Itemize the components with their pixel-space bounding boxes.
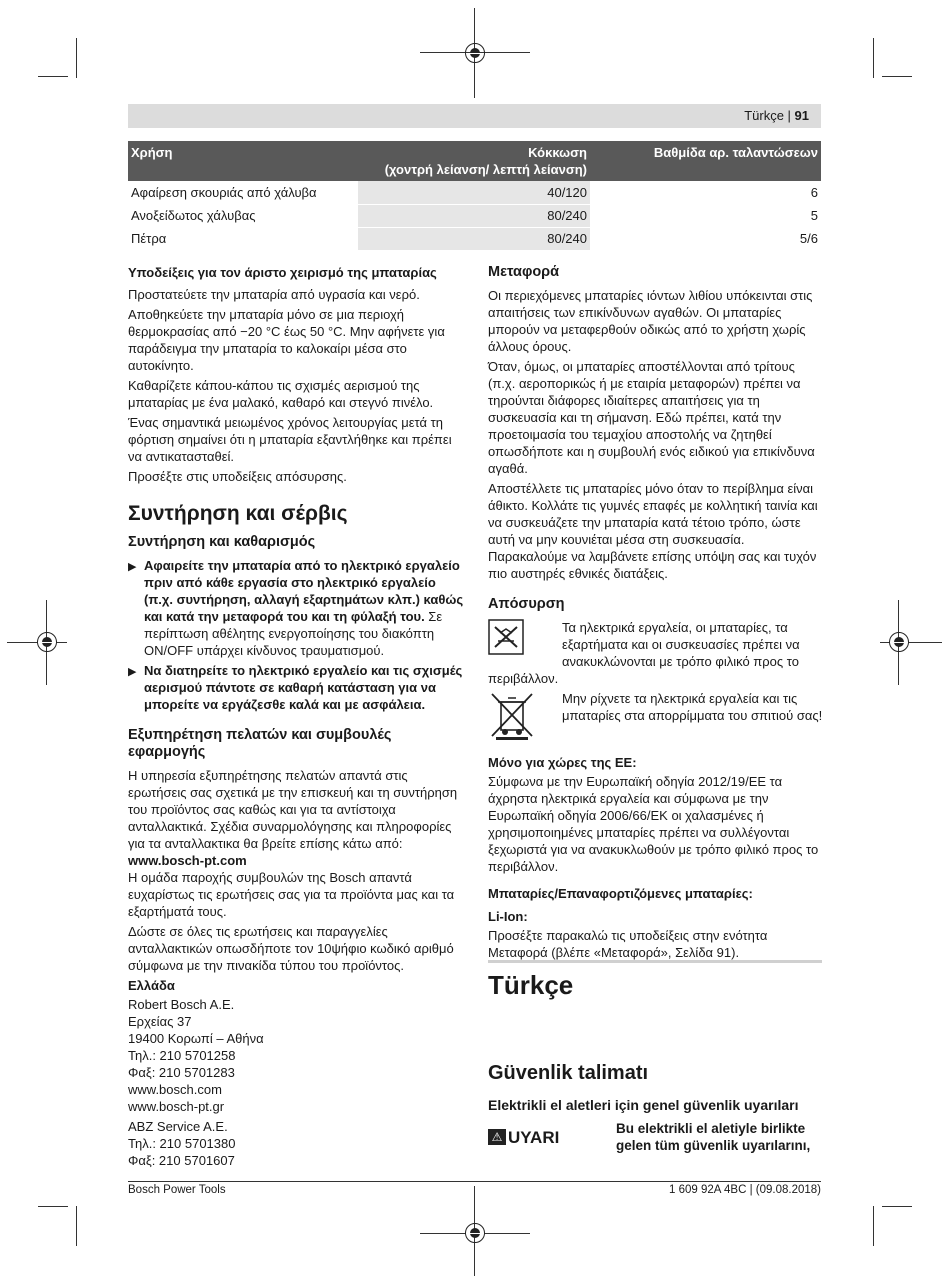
right-column (488, 264, 824, 964)
crop-mark (38, 76, 68, 77)
recycle-icon (488, 619, 524, 655)
table-row (128, 227, 821, 250)
list-item (128, 662, 464, 713)
paragraph: Προστατεύετε την μπαταρία από υγρασία και νερό. (128, 287, 420, 302)
warning-row (488, 1120, 824, 1154)
crossed-bin-icon (488, 690, 536, 740)
bullet-bold-text: Να διατηρείτε το ηλεκτρικό εργαλείο και τις σχισμές αερισμού πάντοτε σε καθαρή κατάσταση για να μπορείτε να εργάζεσθε καλά και με ασφάλεια. (144, 663, 463, 712)
footer-doc-id: 1 609 92A 4BC | (09.08.2018) (669, 1184, 821, 1196)
paragraph: Ένας σημαντικά μειωμένος χρόνος λειτουργίας μετά τη φόρτιση σημαίνει ότι η μπαταρία εξαντλήθηκε και πρέπει να αντικατασταθεί. (128, 415, 452, 464)
address-line: Robert Bosch A.E. (128, 997, 235, 1012)
eu-heading: Μόνο για χώρες της ΕΕ: (488, 755, 637, 770)
safety-title: Güvenlik talimatı (488, 1062, 649, 1084)
registration-mark-icon (37, 632, 57, 652)
paragraph: Όταν, όμως, οι μπαταρίες αποστέλλονται από τρίτους (π.χ. αεροπορικώς ή με εταιρία μεταφορών) πρέπει να τηρούνται διάφορες ιδιαίτερες απαιτήσεις για τη συσκευασία και τη σήμανση. Εδώ πρέπει, κατά την προετοιμασία του τεμαχίου αποστολής να ζητηθεί οπωσδήποτε και η συμβουλή ενός ειδικού για επικίνδυνα αγαθά. (488, 359, 815, 476)
paragraph (128, 767, 464, 869)
address-line: Τηλ.: 210 5701380 (128, 1136, 236, 1151)
paragraph: Προσέξτε στις υποδείξεις απόσυρσης. (128, 469, 347, 484)
address-line[interactable]: www.bosch.com (128, 1082, 222, 1097)
table-cell: Ανοξείδωτος χάλυβας (128, 204, 358, 227)
table-cell: Αφαίρεση σκουριάς από χάλυβα (128, 181, 358, 204)
registration-mark-icon (465, 43, 485, 63)
page-header-bar (128, 104, 821, 128)
turkish-section (488, 966, 824, 1154)
recycle-symbol (488, 619, 562, 670)
service-text: Η υπηρεσία εξυπηρέτησης πελατών απαντά στις ερωτήσεις σας σχετικά με την επισκευή και τη συντήρηση του προϊόντος σας καθώς και για τα αντίστοιχα ανταλλακτικά. Σχέδια συναρμολόγησης και πληροφορίες για τα ανταλλακτικα θα βρείτε επίσης κάτω από: (128, 768, 458, 851)
crop-mark (873, 1206, 874, 1246)
paragraph: περιβάλλον. (488, 671, 559, 686)
triangle-bullet-icon: ▶ (128, 561, 137, 573)
address-block (128, 996, 464, 1115)
liion-heading: Li-Ion: (488, 909, 528, 924)
vibration-table (128, 141, 821, 251)
registration-mark-icon (889, 632, 909, 652)
list-item (128, 557, 464, 659)
warning-text: Bu elektrikli el aletiyle birlikte gelen tüm güvenlik uyarılarını, (616, 1121, 811, 1153)
triangle-bullet-icon: ▶ (128, 666, 137, 678)
paragraph: Η ομάδα παροχής συμβουλών της Bosch απαντά ευχαρίστως τις ερωτήσεις σας για τα προϊόντα μας και τα εξαρτήματά τους. (128, 870, 455, 919)
table-cell: 6 (590, 181, 821, 204)
subsection-title: Απόσυρση (488, 596, 565, 612)
table-cell: Πέτρα (128, 227, 358, 250)
paragraph: Οι περιεχόμενες μπαταρίες ιόντων λιθίου υπόκεινται στις απαιτήσεις των επικίνδυνων αγαθών. Οι μπαταρίες μπορούν να μεταφερθούν οδικώς από το χρήστη χωρίς άλλους όρους. (488, 288, 813, 354)
subsection-title: Συντήρηση και καθαρισμός (128, 534, 316, 550)
address-line[interactable]: www.bosch-pt.gr (128, 1099, 225, 1114)
table-header-row (128, 141, 821, 181)
paragraph: Αποθηκεύετε την μπαταρία μόνο σε μια περιοχή θερμοκρασίας από −20 °C έως 50 °C. Μην αφήνετε για παράδειγμα την μπαταρία το καλοκαίρι μέσα στο αυτοκίνητο. (128, 307, 445, 373)
service-link[interactable]: www.bosch-pt.com (128, 853, 247, 868)
paragraph: Προσέξτε παρακαλώ τις υποδείξεις στην ενότητα Μεταφορά (βλέπε «Μεταφορά», Σελίδα 91). (488, 928, 768, 960)
crop-mark (873, 38, 874, 78)
warning-icon: ⚠ (488, 1129, 506, 1145)
paragraph: Σύμφωνα με την Ευρωπαϊκή οδηγία 2012/19/ΕΕ τα άχρηστα ηλεκτρικά εργαλεία και σύμφωνα με την Ευρωπαϊκή οδηγία 2006/66/ΕΚ οι χαλασμένες ή χρησιμοποιημένες μπαταρίες πρέπει να συλλέγονται ξεχωριστά για να ανακυκλωθούν με τρόπο φιλικό προς το περιβάλλον. (488, 774, 819, 874)
table-cell: 80/240 (358, 204, 590, 227)
crop-mark (76, 38, 77, 78)
weee-symbol (488, 690, 562, 744)
section-rule (488, 960, 822, 963)
left-column (128, 264, 464, 1169)
safety-subtitle: Elektrikli el aletleri için genel güvenlik uyarıları (488, 1097, 799, 1113)
header-language: Türkçe (744, 108, 784, 123)
table-cell: 80/240 (358, 227, 590, 250)
disposal-row (488, 690, 824, 744)
table-header-cell: Χρήση (128, 141, 358, 181)
paragraph: Καθαρίζετε κάπου-κάπου τις σχισμές αερισμού της μπαταρίας με ένα μαλακό, καθαρό και στεγνό πινέλο. (128, 378, 434, 410)
crop-mark (882, 1206, 912, 1207)
address-line: Φαξ: 210 5701607 (128, 1153, 235, 1168)
subsection-title: Μεταφορά (488, 264, 560, 280)
warning-word: UYARI (508, 1127, 560, 1147)
table-row (128, 181, 821, 204)
battery-heading: Υποδείξεις για τον άριστο χειρισμό της μπαταρίας (128, 265, 437, 280)
footer-brand: Bosch Power Tools (128, 1184, 226, 1196)
table-header-cell: Κόκκωση (χοντρή λείανση/ λεπτή λείανση) (358, 141, 590, 181)
address-block (128, 1118, 464, 1169)
table-cell: 40/120 (358, 181, 590, 204)
address-line: 19400 Κορωπί – Αθήνα (128, 1031, 264, 1046)
subsection-title: Εξυπηρέτηση πελατών και συμβουλές εφαρμογής (128, 727, 392, 760)
paragraph: Δώστε σε όλες τις ερωτήσεις και παραγγελίες ανταλλακτικών οπωσδήποτε τον 10ψήφιο κωδικό αριθμό σύμφωνα με την πινακίδα τύπου του προϊόντος. (128, 924, 454, 973)
table-cell: 5/6 (590, 227, 821, 250)
footer-rule (128, 1181, 821, 1182)
address-line: Φαξ: 210 5701283 (128, 1065, 235, 1080)
table-cell: 5 (590, 204, 821, 227)
address-line: Ερχείας 37 (128, 1014, 192, 1029)
address-line: Τηλ.: 210 5701258 (128, 1048, 236, 1063)
turkish-title: Türkçe (488, 970, 574, 1000)
disposal-text: Τα ηλεκτρικά εργαλεία, οι μπαταρίες, τα εξαρτήματα και οι συσκευασίες πρέπει να ανακυκλώνονται με τρόπο φιλικό προς το (562, 620, 800, 669)
warning-label (488, 1120, 616, 1154)
table-header-cell: Βαθμίδα αρ. ταλαντώσεων (590, 141, 821, 181)
crop-mark (38, 1206, 68, 1207)
crop-mark (76, 1206, 77, 1246)
batteries-heading: Μπαταρίες/Επαναφορτιζόμενες μπαταρίες: (488, 886, 753, 901)
paragraph: Αποστέλλετε τις μπαταρίες μόνο όταν το περίβλημα είναι άθικτο. Κολλάτε τις γυμνές επαφές με κολλητική ταινία και να συσκευάζετε την μπαταρία κατά τέτοιο τρόπο, ώστε αυτή να μην κουνιέται μέσα στη συσκευασία. Παρακαλούμε να λαμβάνετε επίσης υπόψη σας και τυχόν πιο αυστηρές εθνικές διατάξεις. (488, 481, 818, 581)
bullet-text: Σε περίπτωση αθέλητης ενεργοποίησης του διακόπτη ON/OFF υπάρχει κίνδυνος τραυματισμού. (144, 609, 443, 658)
registration-mark-icon (465, 1223, 485, 1243)
bullet-bold-text: Αφαιρείτε την μπαταρία από το ηλεκτρικό εργαλείο πριν από κάθε εργασία στο ηλεκτρικό εργαλείο (π.χ. συντήρηση, αλλαγή εξαρτημάτων κλπ.) καθώς και κατά την μεταφορά του και τη φύλαξή του. (144, 558, 464, 624)
address-line: ABZ Service A.E. (128, 1119, 228, 1134)
crop-mark (882, 76, 912, 77)
country-heading: Ελλάδα (128, 978, 175, 993)
page-header: Türkçe | 91 (744, 108, 809, 123)
section-title: Συντήρηση και σέρβις (128, 502, 348, 525)
page-number: 91 (794, 108, 809, 123)
table-row (128, 204, 821, 227)
disposal-text: Μην ρίχνετε τα ηλεκτρικά εργαλεία και τις μπαταρίες στα απορρίμματα του σπιτιού σας! (562, 691, 823, 723)
disposal-row (488, 619, 824, 670)
